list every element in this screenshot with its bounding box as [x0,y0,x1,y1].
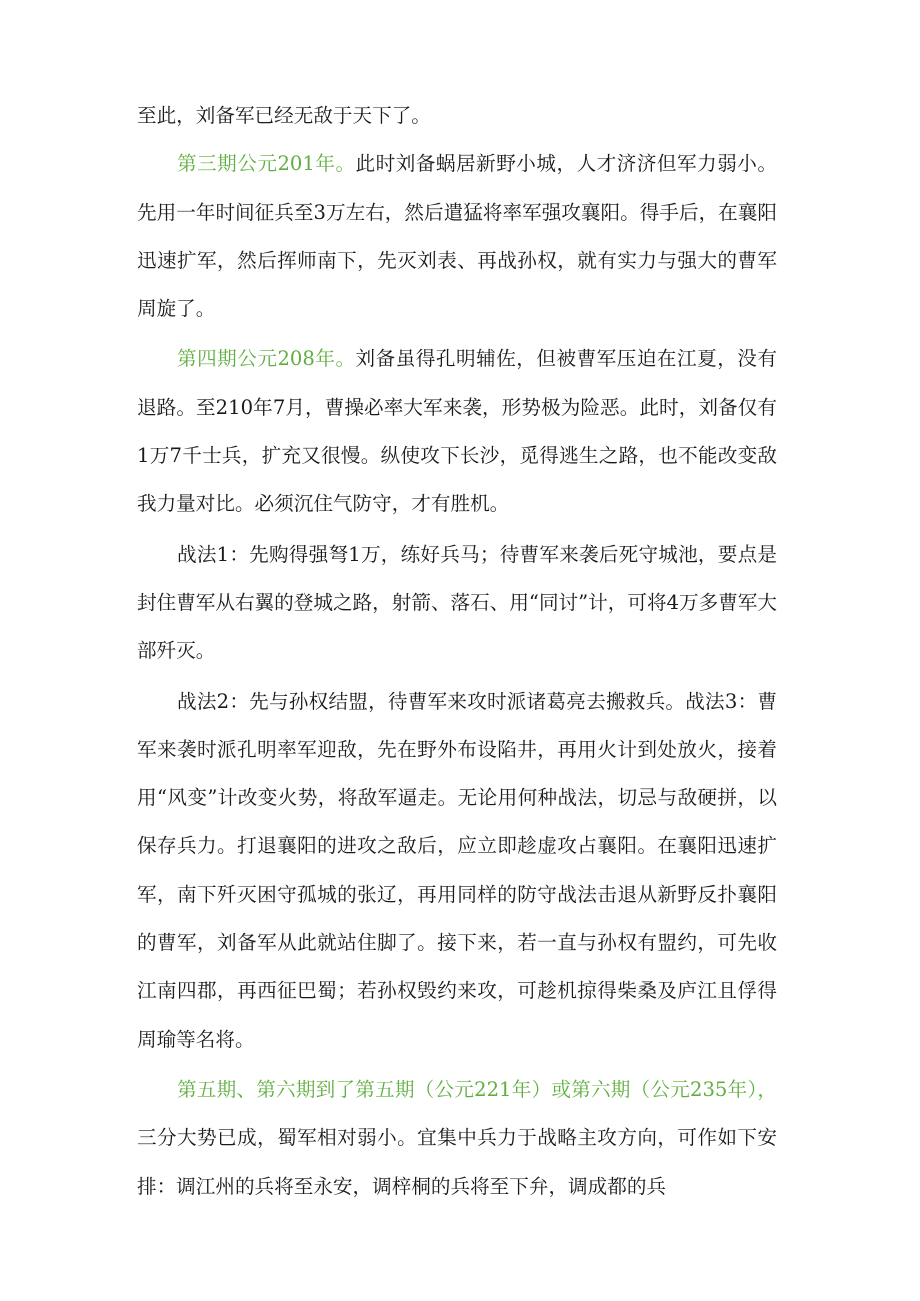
paragraph-phase-4 [137,335,777,528]
paragraph-body: 至此，刘备军已经无敌于天下了。 [137,104,431,127]
paragraph-phase-3 [137,140,777,333]
paragraph-body: 三分大势已成，蜀军相对弱小。宜集中兵力于战略主攻方向，可作如下安排：调江州的兵将至永安，调梓桐的兵将至下弁，调成都的兵 [137,1126,777,1198]
paragraph-tactic-2-3 [137,678,777,1064]
paragraph-heading: 第五期、第六期到了第五期（公元221年）或第六期（公元235年）， [177,1077,777,1101]
paragraph-body: 战法1：先购得强弩1万，练好兵马；待曹军来袭后死守城池，要点是封住曹军从右翼的登城之路，射箭、落石、用“同讨”计，可将4万多曹军大部歼灭。 [137,542,777,663]
paragraph-body: 此时刘备蜗居新野小城，人才济济但军力弱小。先用一年时间征兵至3万左右，然后遣猛将率军强攻襄阳。得手后，在襄阳迅速扩军，然后挥师南下，先灭刘表、再战孙权，就有实力与强大的曹军周旋了。 [137,152,777,321]
paragraph-body: 刘备虽得孔明辅佐，但被曹军压迫在江夏，没有退路。至210年7月，曹操必率大军来袭，形势极为险恶。此时，刘备仅有1万7千士兵，扩充又很慢。纵使攻下长沙，觅得逃生之路，也不能改变敌我力量对比。必须沉住气防守，才有胜机。 [137,347,777,516]
paragraph-intro [137,92,777,140]
document-page [137,92,777,1211]
paragraph-tactic-1 [137,531,777,676]
paragraph-phase-5-6 [137,1066,777,1211]
paragraph-body: 战法2：先与孙权结盟，待曹军来攻时派诸葛亮去搬救兵。战法3：曹军来袭时派孔明率军迎敌，先在野外布设陷井，再用火计到处放火，接着用“风变”计改变火势，将敌军逼走。无论用何种战法，切忌与敌硬拼，以保存兵力。打退襄阳的进攻之敌后，应立即趁虚攻占襄阳。在襄阳迅速扩军，南下歼灭困守孤城的张辽，再用同样的防守战法击退从新野反扑襄阳的曹军，刘备军从此就站住脚了。接下来，若一直与孙权有盟约，可先收江南四郡，再西征巴蜀；若孙权毁约来攻，可趁机掠得柴桑及庐江且俘得周瑜等名将。 [137,689,777,1051]
paragraph-heading: 第四期公元208年。 [177,347,356,371]
paragraph-heading: 第三期公元201年。 [177,152,356,176]
